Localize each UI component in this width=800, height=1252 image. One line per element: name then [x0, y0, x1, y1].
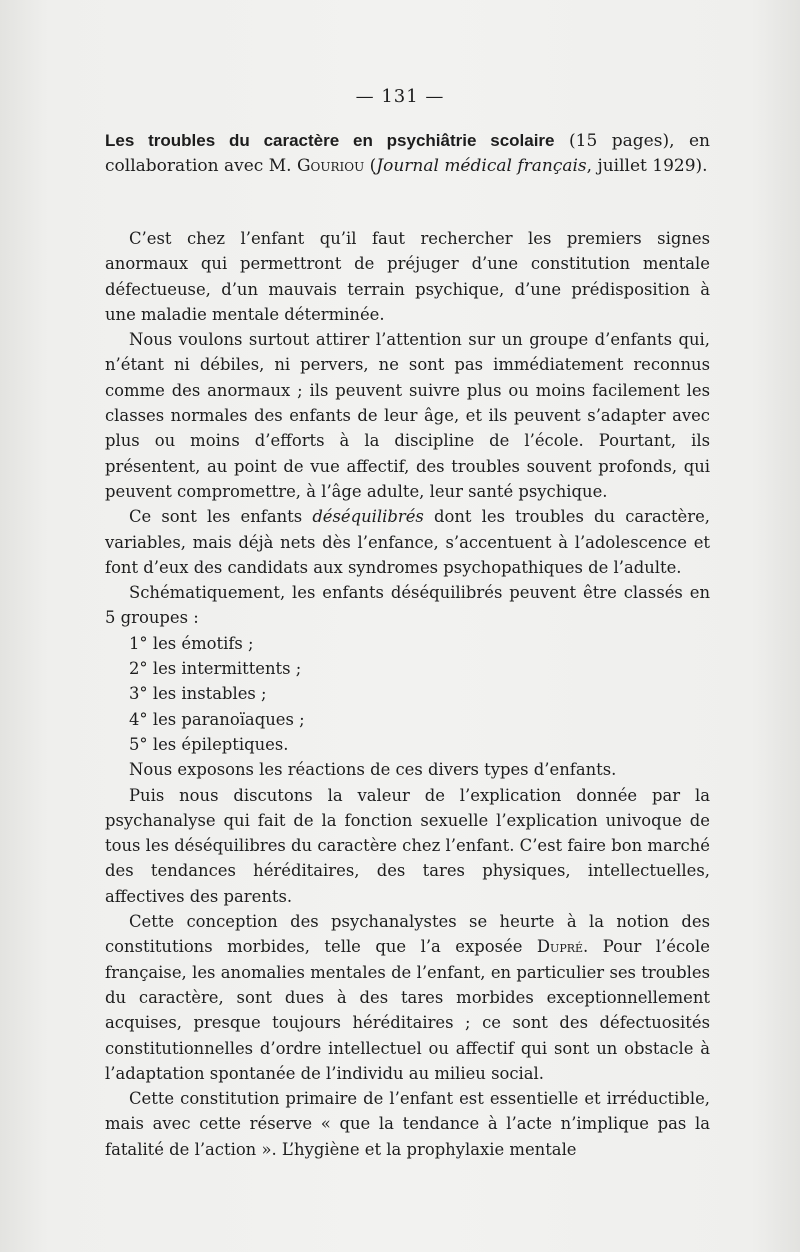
publication-reference — [105, 128, 710, 179]
group-item-4: 4° les paranoïaques ; — [129, 709, 305, 729]
article-pages: (15 pages), en collaboration avec M. — [105, 131, 710, 176]
paragraph-1: C’est chez l’enfant qu’il faut rechercher les premiers signes anormaux qui permettront de préjuger d’une constitution mentale défectueuse, d’un mauvais terrain psychique, d’une prédisposition à une maladie mentale déterminée. — [105, 229, 710, 324]
article-title: Les troubles du caractère en psychiâtrie scolaire — [105, 131, 555, 150]
paragraph-2: Nous voulons surtout attirer l’attention sur un groupe d’enfants qui, n’étant ni débiles, ni pervers, ne sont pas immédiatement reconnus comme des anormaux ; ils peuvent suivre plus ou moins facilement les classes normales des enfants de leur âge, et ils peuvent s’adapter avec plus ou moins d’efforts à la discipline de l’école. Pourtant, ils présentent, au point de vue affectif, des troubles souvent profonds, qui peuvent compromettre, à l’âge adulte, leur santé psychique. — [105, 330, 710, 501]
group-item-3: 3° les instables ; — [129, 684, 267, 704]
paragraph-3-start: Ce sont les enfants — [129, 507, 313, 527]
paragraph-6: Puis nous discutons la valeur de l’explication donnée par la psychanalyse qui fait de la fonction sexuelle l’explication univoque de tous les déséquilibres du caractère chez l’enfant. C’est faire bon marché des tendances héréditaires, des tares physiques, intellectuelles, affectives des parents. — [105, 785, 710, 906]
paragraph-3-end: dont les troubles du caractère, variables, mais déjà nets dès l’enfance, s’accentuent à l’adolescence et font d’eux des candidats aux syndromes psychopathiques de l’adulte. — [105, 507, 711, 577]
paragraph-7-start: Cette conception des psychanalystes se heurte à la notion des constitutions morbides, telle que l’a exposée — [105, 912, 710, 957]
group-item-1: 1° les émotifs ; — [129, 633, 254, 653]
publication-date: , juillet 1929). — [586, 156, 708, 176]
group-item-5: 5° les épileptiques. — [129, 734, 289, 754]
journal-name: Journal médical français — [376, 156, 587, 176]
group-item-2: 2° les intermittents ; — [129, 659, 302, 679]
paragraph-4: Schématiquement, les enfants déséquilibrés peuvent être classés en 5 groupes : — [105, 583, 710, 628]
paragraph-8: Cette constitution primaire de l’enfant est essentielle et irréductible, mais avec cette réserve « que la tendance à l’acte n’implique pas la fatalité de l’action ». L’hygiène et la prophylaxie mentale — [105, 1089, 710, 1159]
page-number: — 131 — — [355, 86, 445, 107]
paragraph-3 — [105, 504, 710, 580]
article-summary — [105, 226, 710, 1162]
emphasis-desequilibres: déséquilibrés — [312, 507, 424, 527]
paragraph-5: Nous exposons les réactions de ces divers types d’enfants. — [129, 760, 617, 780]
open-paren: ( — [364, 156, 377, 176]
paragraph-7-end: . Pour l’école française, les anomalies mentales de l’enfant, en particulier ses troubles du caractère, sont dues à des tares morbides exceptionnellement acquises, presque toujours héréditaires ; ce sont des défectuosités constitutionnelles d’ordre intellectuel ou affectif qui sont un obstacle à l’adaptation spontanée de l’individu au milieu social. — [105, 937, 710, 1083]
coauthor-name: Gouriou — [296, 156, 365, 176]
paragraph-7 — [105, 909, 710, 1086]
author-dupre: Dupré — [536, 937, 584, 957]
